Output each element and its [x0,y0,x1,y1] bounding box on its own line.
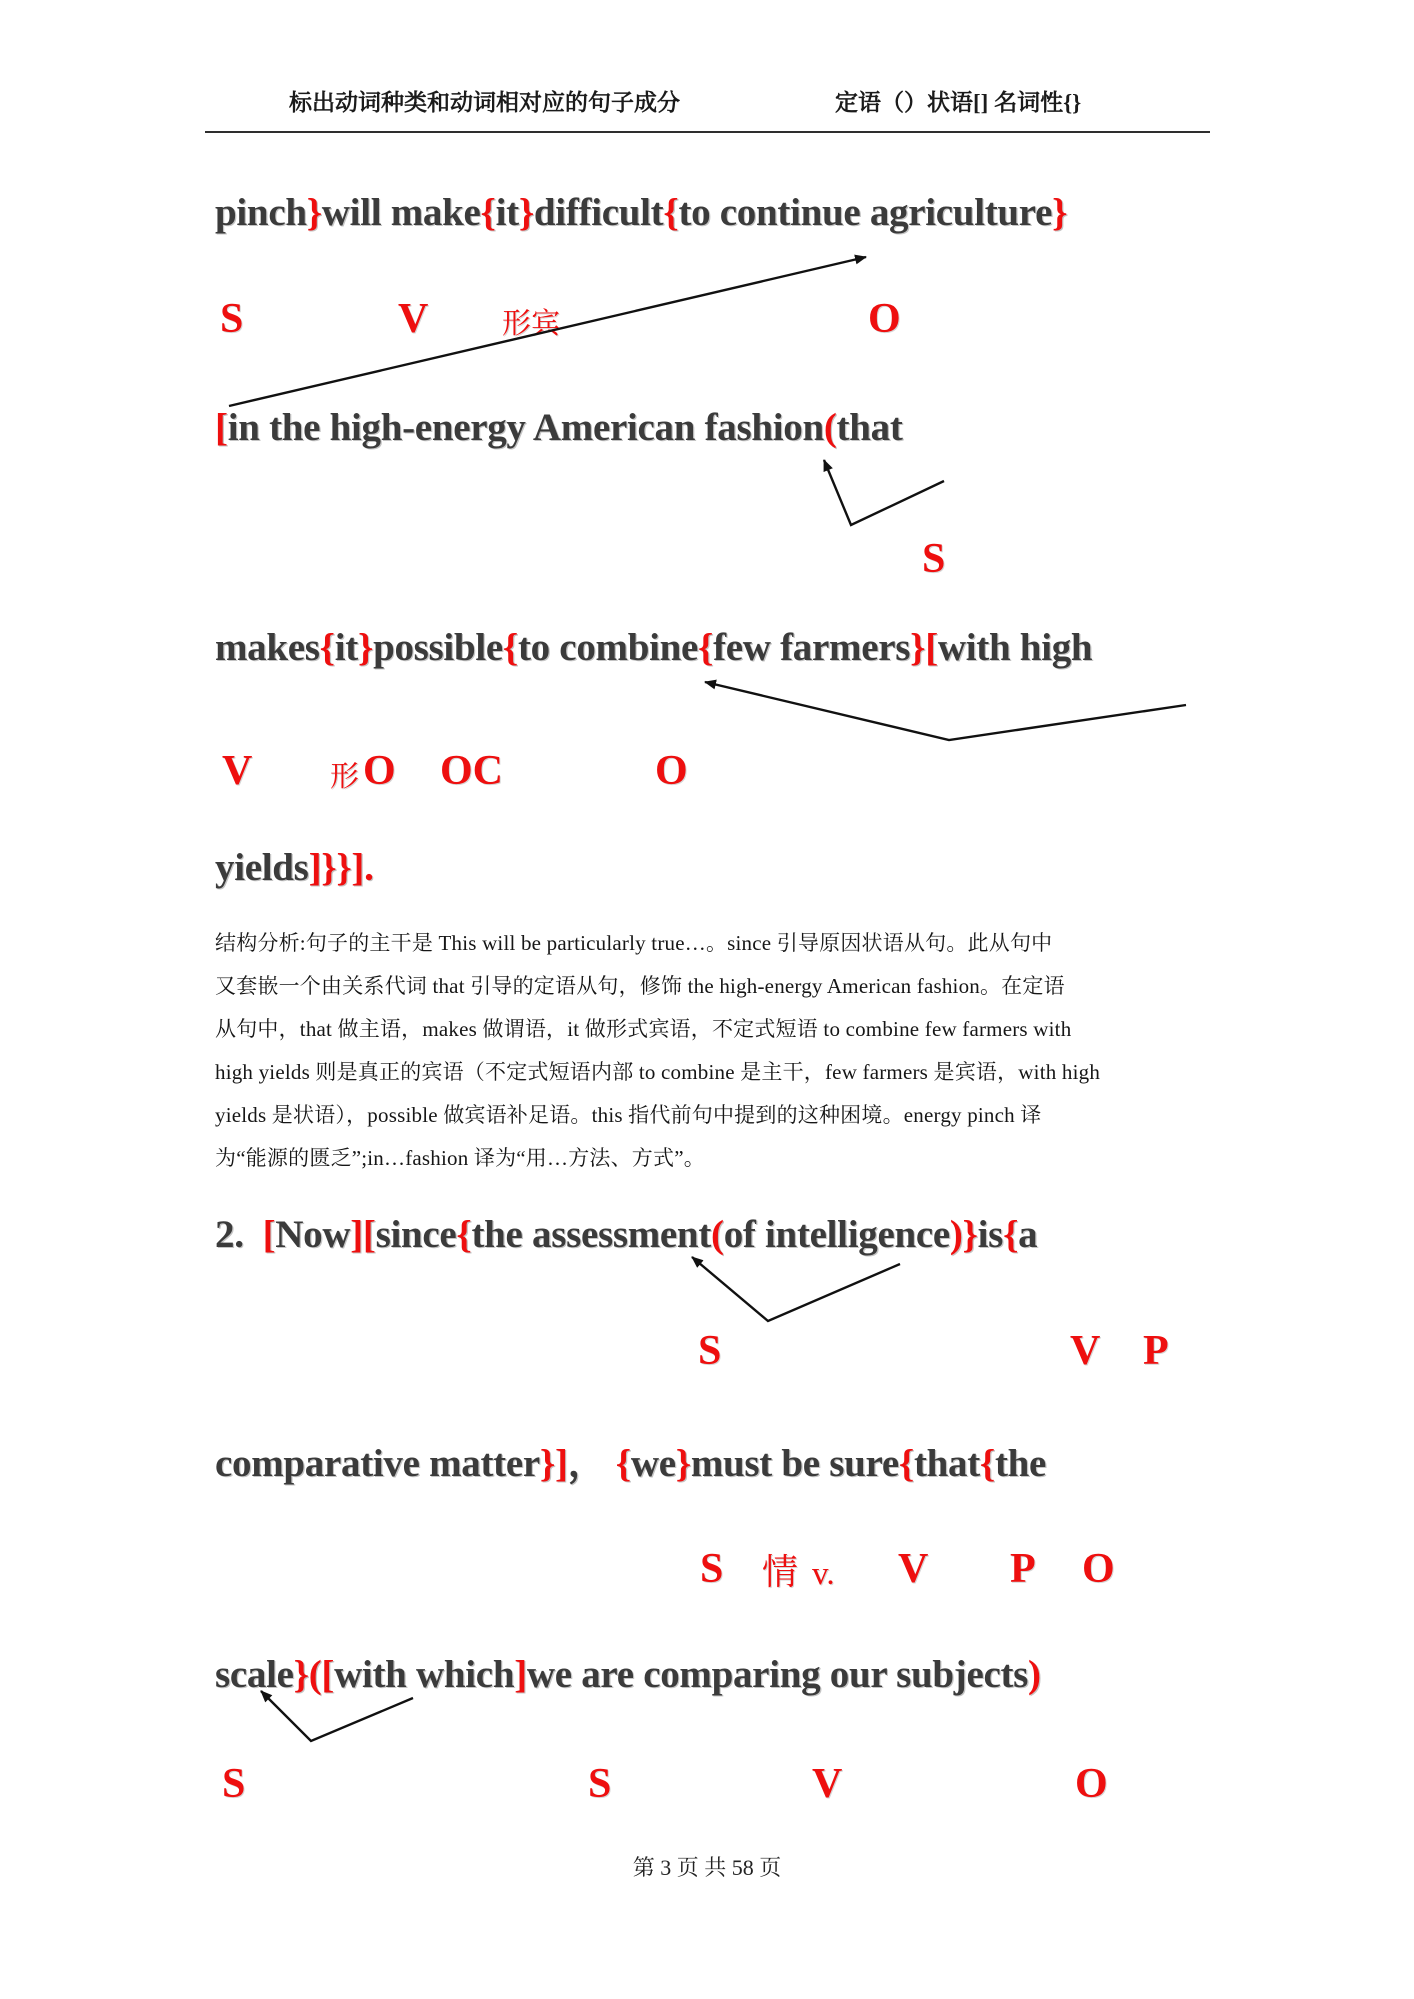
label-subject-row3: S [698,1328,722,1374]
sentence2-line1: 2. [Now][since{the assessment(of intelligence)}is{a [215,1213,1038,1256]
arrow-scale [261,1691,413,1741]
label-modal-v-row4: v. [812,1556,835,1592]
label-object1-row2: O [363,748,396,794]
label-object-row5: O [1075,1761,1108,1807]
label-verb-row4: V [898,1546,929,1592]
label-object-row1: O [868,296,901,342]
sentence1-line3: makes{it}possible{to combine{few farmers}[with high [215,626,1093,669]
sentence1-line4: yields]}}]. [215,846,374,889]
label-verb-row2: V [222,748,253,794]
label-verb-row3: V [1070,1328,1101,1374]
label-subject-row1: S [220,296,244,342]
label-verb-row5: V [812,1761,843,1807]
label-subject-that: S [922,536,946,582]
analysis-line: 为“能源的匮乏”;in…fashion 译为“用…方法、方式”。 [215,1146,705,1170]
label-subject1-row5: S [222,1761,246,1807]
analysis-line: 又套嵌一个由关系代词 that 引导的定语从句，修饰 the high-energy American fashion。在定语 [215,974,1065,998]
sentence2-line2: comparative matter}]， {we}must be sure{that{the [215,1442,1047,1485]
sentence2-line3: scale}([with which]we are comparing our subjects) [215,1653,1041,1696]
structure-analysis [215,922,1100,1180]
label-object-complement-row2: OC [440,748,503,794]
header-instruction: 标出动词种类和动词相对应的句子成分 [289,90,680,115]
analysis-line: 从句中，that 做主语，makes 做谓语，it 做形式宾语，不定式短语 to combine few farmers with [215,1017,1072,1041]
page-number: 第 3 页 共 58 页 [632,1855,782,1880]
arrow-to-combine [705,682,1186,740]
label-subject-row4: S [700,1546,724,1592]
label-predicative-row4: P [1010,1546,1036,1592]
analysis-line: 结构分析:句子的主干是 This will be particularly true…。since 引导原因状语从句。此从句中 [215,931,1053,955]
label-object-row4: O [1082,1546,1115,1592]
label-modal-cjk-row4: 情 [762,1552,799,1592]
label-object2-row2: O [655,748,688,794]
analysis-line: high yields 则是真正的宾语（不定式短语内部 to combine 是主干，few farmers 是宾语，with high [215,1060,1101,1084]
analysis-line: yields 是状语），possible 做宾语补足语。this 指代前句中提到的这种困境。energy pinch 译 [215,1103,1042,1127]
label-formal-row2: 形 [330,761,360,793]
label-subject2-row5: S [588,1761,612,1807]
label-formal-object-row1: 形宾 [502,308,561,340]
sentence1-line1: pinch}will make{it}difficult{to continue agriculture} [215,191,1068,234]
sentence1-line2: [in the high-energy American fashion(that [215,406,903,449]
header-divider [205,131,1210,133]
label-predicative-row3: P [1143,1328,1169,1374]
arrow-that-clause [824,460,944,525]
label-verb-row1: V [398,296,429,342]
arrow-assessment [692,1257,900,1321]
header-legend: 定语（）状语[] 名词性{} [835,90,1082,115]
